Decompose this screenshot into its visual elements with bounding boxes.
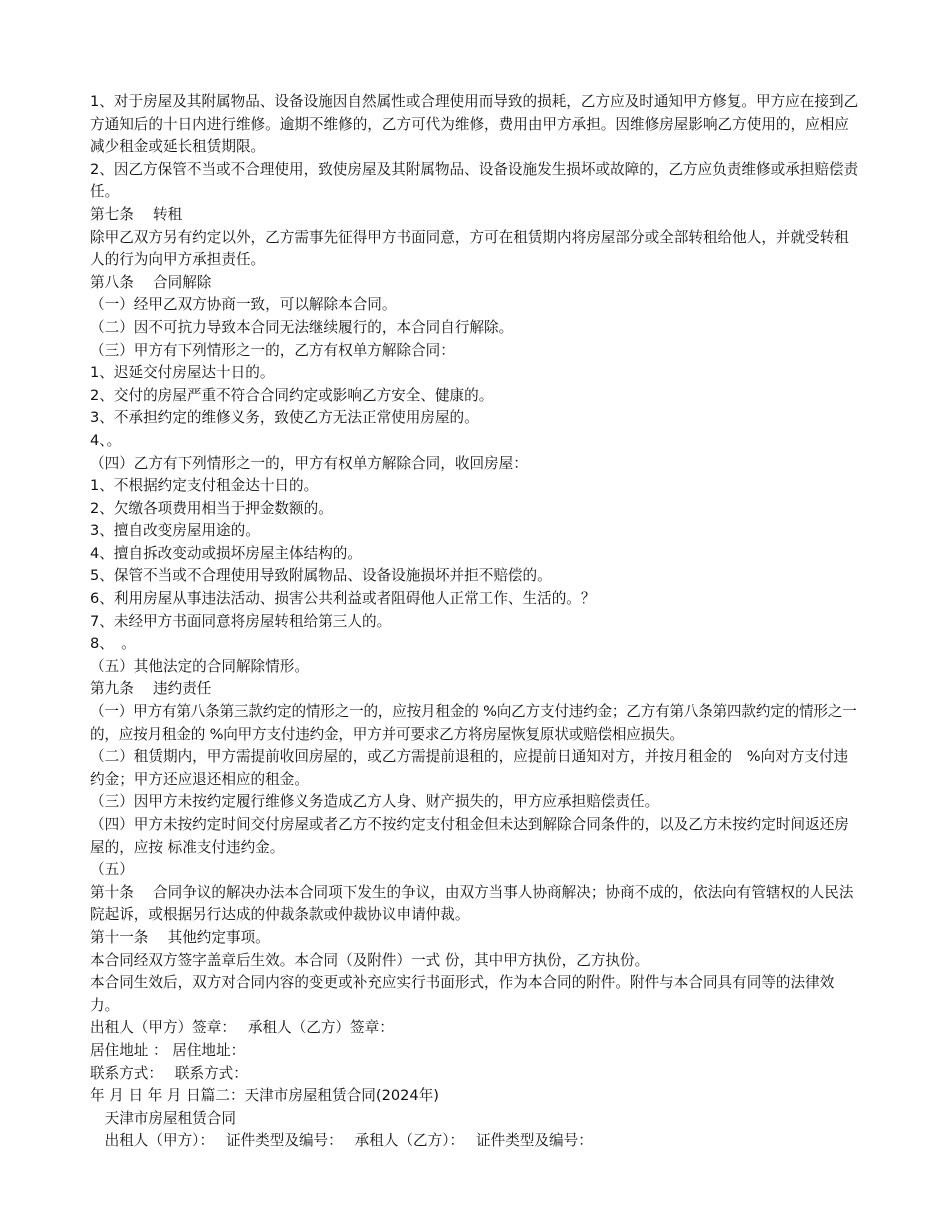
- article-heading: 第七条 转租: [90, 205, 183, 223]
- party-info-line: 出租人（甲方）： 证件类型及编号： 承租人（乙方）： 证件类型及编号：: [90, 1132, 593, 1150]
- clause-paragraph: （五）: [90, 861, 134, 879]
- signature-line: 出租人（甲方）签章： 承租人（乙方）签章：: [90, 1019, 394, 1037]
- list-item: 8、 。: [90, 635, 136, 653]
- list-item: 4、。: [90, 431, 122, 449]
- list-item: 1、不根据约定支付租金达十日的。: [90, 477, 319, 495]
- clause-paragraph: （二）因不可抗力导致本合同无法继续履行的，本合同自行解除。: [90, 318, 514, 336]
- clause-paragraph: 除甲乙双方另有约定以外，乙方需事先征得甲方书面同意，方可在租赁期内将房屋部分或全部转租给他人，并就受转租人的行为向甲方承担责任。: [90, 228, 849, 269]
- contract-title: 天津市房屋租赁合同: [90, 1109, 236, 1127]
- article-heading: 第十一条 其他约定事项。: [90, 928, 270, 946]
- document-body: [90, 91, 860, 1153]
- contact-line: 联系方式： 联系方式：: [90, 1064, 248, 1082]
- clause-paragraph: （一）甲方有第八条第三款约定的情形之一的，应按月租金的 %向乙方支付违约金；乙方有第八条第四款约定的情形之一的，应按月租金的 %向甲方支付违约金，甲方并可要求乙方将房屋恢复原状或赔偿相应损失。: [90, 703, 857, 743]
- list-item: 2、交付的房屋严重不符合合同约定或影响乙方安全、健康的。: [90, 386, 494, 404]
- clause-paragraph: （一）经甲乙双方协商一致，可以解除本合同。: [90, 296, 397, 314]
- article-heading: 第十条 合同争议的解决办法本合同项下发生的争议，由双方当事人协商解决；协商不成的，依法向有管辖权的人民法院起诉，或根据另行达成的仲裁条款或仲裁协议申请仲裁。: [90, 883, 854, 924]
- list-item: 3、不承担约定的维修义务，致使乙方无法正常使用房屋的。: [90, 409, 479, 427]
- list-item: 6、利用房屋从事违法活动、损害公共利益或者阻碍他人正常工作、生活的。？: [90, 590, 596, 608]
- list-item: 3、擅自改变房屋用途的。: [90, 522, 260, 540]
- list-item: 7、未经甲方书面同意将房屋转租给第三人的。: [90, 612, 392, 630]
- date-line: 年 月 日 年 月 日篇二：天津市房屋租赁合同(2024年): [90, 1087, 440, 1105]
- address-line: 居住地址 ： 居住地址：: [90, 1041, 246, 1059]
- clause-paragraph: （三）因甲方未按约定履行维修义务造成乙方人身、财产损失的，甲方应承担赔偿责任。: [90, 793, 660, 811]
- article-heading: 第九条 违约责任: [90, 680, 212, 698]
- clause-paragraph: （四）乙方有下列情形之一的，甲方有权单方解除合同，收回房屋：: [90, 454, 528, 472]
- clause-paragraph: （二）租赁期内，甲方需提前收回房屋的，或乙方需提前退租的，应提前日通知对方，并按月租金的 %向对方支付违约金；甲方还应退还相应的租金。: [90, 748, 849, 788]
- clause-paragraph: （四）甲方未按约定时间交付房屋或者乙方不按约定支付租金但未达到解除合同条件的，以及乙方未按约定时间返还房屋的，应按 标准支付违约金。: [90, 816, 849, 856]
- clause-paragraph: （三）甲方有下列情形之一的，乙方有权单方解除合同：: [90, 341, 455, 359]
- article-heading: 第八条 合同解除: [90, 273, 212, 291]
- clause-paragraph: 本合同生效后，双方对合同内容的变更或补充应实行书面形式，作为本合同的附件。附件与本合同具有同等的法律效力。: [90, 974, 835, 1014]
- clause-paragraph: 2、因乙方保管不当或不合理使用，致使房屋及其附属物品、设备设施发生损坏或故障的，乙方应负责维修或承担赔偿责任。: [90, 160, 859, 201]
- clause-paragraph: （五）其他法定的合同解除情形。: [90, 657, 309, 675]
- list-item: 5、保管不当或不合理使用导致附属物品、设备设施损坏并拒不赔偿的。: [90, 567, 552, 585]
- clause-paragraph: 本合同经双方签字盖章后生效。本合同（及附件）一式 份，其中甲方执份，乙方执份。: [90, 951, 650, 969]
- clause-paragraph: 1、对于房屋及其附属物品、设备设施因自然属性或合理使用而导致的损耗，乙方应及时通知甲方修复。甲方应在接到乙方通知后的十日内进行维修。逾期不维修的，乙方可代为维修，费用由甲方承担。因维修房屋影响乙方使用的，应相应减少租金或延长租赁期限。: [90, 93, 859, 156]
- list-item: 4、擅自拆改变动或损坏房屋主体结构的。: [90, 544, 362, 562]
- list-item: 1、迟延交付房屋达十日的。: [90, 364, 275, 382]
- list-item: 2、欠缴各项费用相当于押金数额的。: [90, 499, 333, 517]
